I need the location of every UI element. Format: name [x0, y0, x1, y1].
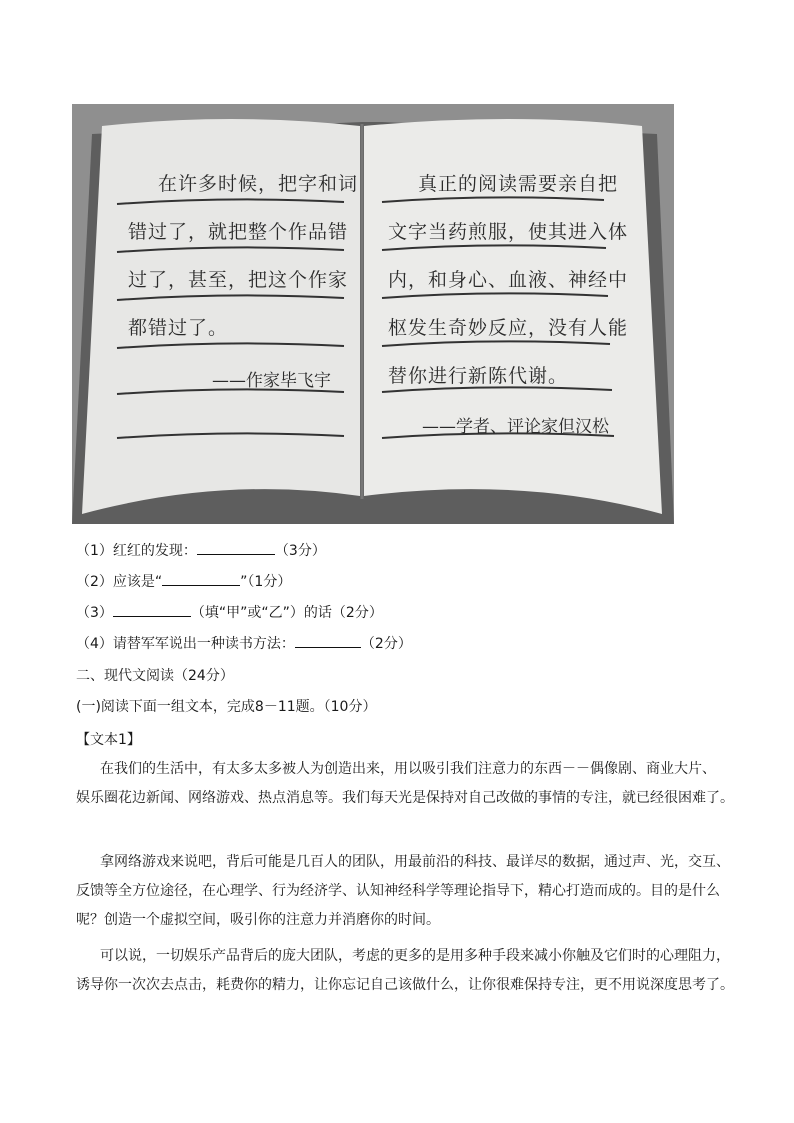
paragraph-1: 在我们的生活中，有太多太多被人为创造出来，用以吸引我们注意力的东西－－偶像剧、商业大片、 娱乐圈花边新闻、网络游戏、热点消息等。我们每天光是保持对自己改做的事情的专注，就已经很困难了。 — [76, 761, 734, 806]
paragraph-3: 可以说，一切娱乐产品背后的庞大团队，考虑的更多的是用多种手段来减小你触及它们时的心理阻力， 诱导你一次次去点击，耗费你的精力，让你忘记自己该做什么，让你很难保持专注，更不用说深度思考了。 — [76, 948, 734, 993]
right-line-4: 枢发生奇妙反应，没有人能 — [388, 317, 629, 339]
subsection-title: (一)阅读下面一组文本，完成8－11题。（10分） — [76, 699, 377, 715]
left-line-2: 错过了，就把整个作品错 — [128, 221, 349, 243]
question-3: （3） （填“甲”或“乙”）的话（2分） — [76, 602, 383, 622]
left-line-4: 都错过了。 — [128, 317, 229, 339]
answer-blank-1[interactable] — [197, 540, 275, 555]
left-signature: ——作家毕飞宇 — [212, 371, 331, 391]
question-4: （4）请替军军说出一种读书方法： （2分） — [76, 633, 412, 653]
right-line-2: 文字当药煎服，使其进入体 — [388, 221, 629, 243]
right-line-3: 内，和身心、血液、神经中 — [388, 269, 629, 291]
paragraph-2: 拿网络游戏来说吧，背后可能是几百人的团队，用最前沿的科技、最详尽的数据，通过声、光，交互、 反馈等全方位途径，在心理学、行为经济学、认知神经科学等理论指导下，精心打造而成的。目的是什么 呢？创造一个虚拟空间，吸引你的注意力并消磨你的时间。 — [76, 854, 730, 928]
right-page-text — [388, 160, 628, 400]
left-line-3: 过了，甚至，把这个作家 — [128, 269, 349, 291]
question-2: （2）应该是“ ”（1分） — [76, 571, 291, 591]
text-label: 【文本1】 — [76, 732, 141, 748]
answer-blank-4[interactable] — [295, 633, 361, 648]
right-line-5: 替你进行新陈代谢。 — [388, 365, 569, 387]
answer-blank-3[interactable] — [113, 602, 191, 617]
left-line-1: 在许多时候，把字和词 — [158, 173, 359, 195]
right-signature: ——学者、评论家但汉松 — [422, 417, 609, 437]
right-line-1: 真正的阅读需要亲自把 — [418, 173, 619, 195]
question-1: （1）红红的发现： （3分） — [76, 540, 326, 560]
left-page-text — [128, 160, 358, 352]
book-photo — [72, 104, 674, 524]
answer-blank-2[interactable] — [162, 571, 240, 586]
section-title: 二、现代文阅读（24分） — [76, 668, 234, 684]
